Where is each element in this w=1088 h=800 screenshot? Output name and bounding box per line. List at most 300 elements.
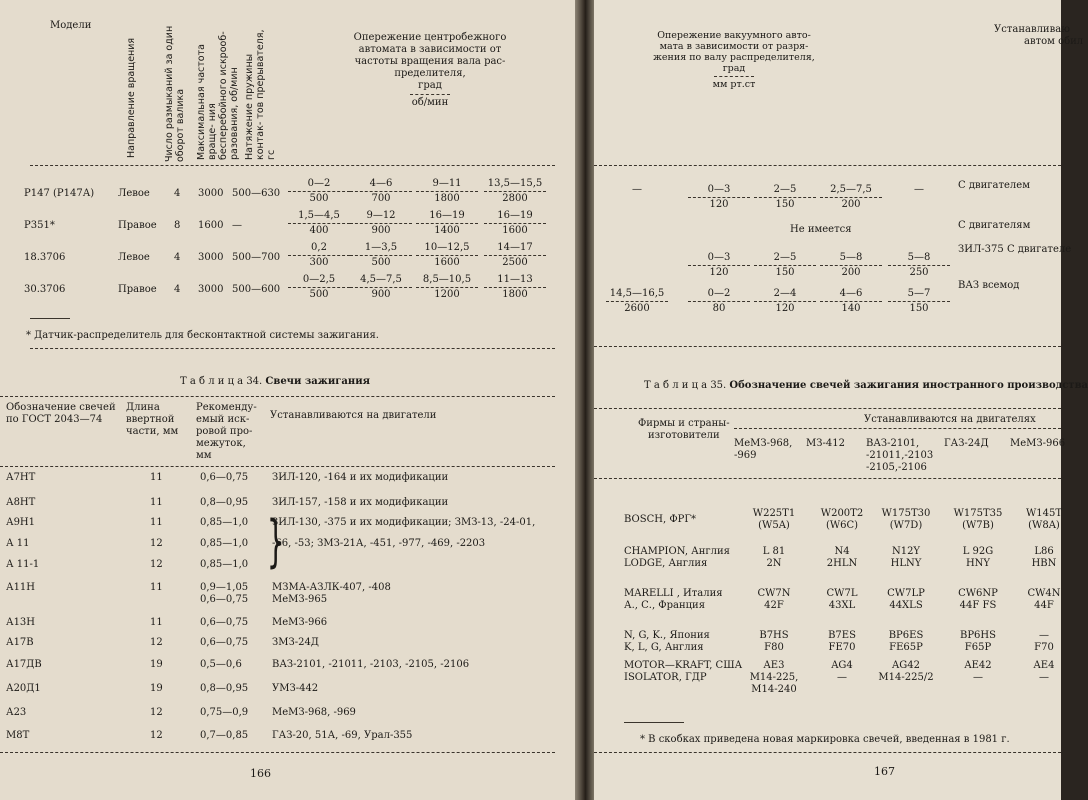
vacuum-value [884,252,954,279]
fraction-bar [350,287,412,288]
fraction-bar [754,301,816,302]
vacuum-value [816,184,886,211]
engine-column-header [866,438,933,474]
vacuum-value [884,288,954,315]
engines-cell: ЗМЗ-24Д [272,637,319,648]
fraction-bottom: 250 [909,267,929,278]
code-line: B7ES [828,630,856,641]
spring-cell: 500—630 [232,188,281,199]
gap-cell: 0,6—0,75 [200,637,249,648]
spark-plug-code [948,630,1008,654]
spark-plug-code [744,508,804,532]
length-cell: 12 [150,730,163,741]
firm-cell [624,588,723,612]
engine-column-line: ВАЗ-2101, [866,438,920,449]
fraction-top: 4—6 [369,178,393,189]
vacuum-value: — [914,184,924,195]
firm-cell [624,630,710,654]
gap-cell: 0,8—0,95 [200,497,249,508]
spark-plug-code [876,660,936,684]
code-line: BP6ES [888,630,924,641]
fraction-bar [688,301,750,302]
code-line: (W5A) [758,520,790,531]
spring-cell: 500—600 [232,284,281,295]
advance-value [284,274,354,301]
code-line: 43XL [828,600,856,611]
gap-cell: 0,6—0,75 [200,617,249,628]
engines-cell: МЗМА-АЗЛК-407, -408 [272,582,391,593]
fraction-bar [416,287,478,288]
code-line: HNY [965,558,991,569]
gap-cell: 0,75—0,9 [200,707,249,718]
model-cell: Р147 (Р147А) [24,188,95,199]
spark-plug-code [948,546,1008,570]
spark-plug-code [812,546,872,570]
direction-cell: Правое [118,220,157,231]
code-line: BP6HS [959,630,996,641]
advance-value [284,242,354,269]
engine-column-header [806,438,845,450]
code-line: F65P [964,642,992,653]
frequency-cell: 3000 [198,188,224,199]
fraction-top: 2,5—7,5 [830,184,872,195]
spark-plug-code [744,588,804,612]
spring-cell: — [232,220,242,231]
book-spine [575,0,594,800]
gap-cell: 0,9—1,05 [200,582,249,593]
spark-plug-code [744,660,804,696]
fraction-top: 0—3 [707,252,731,263]
firm-cell [624,660,742,684]
fraction-top: 10—12,5 [424,242,470,253]
spark-plug-code [812,630,872,654]
model-cell: Р351* [24,220,55,231]
spark-plug-code [948,588,1008,612]
fraction-top: 9—11 [432,178,462,189]
advance-value [480,274,550,301]
code-line: FE70 [828,642,856,653]
fraction-bottom: 2600 [624,303,650,314]
cams-cell: 4 [174,188,181,199]
engine-column-line: МеМЗ-968, [734,438,793,449]
code-line: AE42 [964,660,992,671]
code-line: M14-225, [749,672,799,683]
plug-cell: А20Д1 [6,683,41,694]
code-line: — [1039,672,1049,683]
advance-value [346,274,416,301]
length-cell: 12 [150,637,163,648]
footnote-rule [624,722,684,723]
divider [0,466,555,467]
engines-cell: ЗИЛ-130, -375 и их модификации; ЗМЗ-13, -24-01, [272,517,536,528]
engines-cell: МеМЗ-966 [272,617,328,628]
spark-plug-code [948,508,1008,532]
direction-cell: Левое [118,188,150,199]
fraction-bottom: 150 [909,303,929,314]
code-line: 44F FS [959,600,997,611]
fraction-bottom: 200 [841,199,861,210]
code-line: CW6NP [958,588,998,599]
fraction-bottom: 900 [371,225,391,236]
install-cell: С двигателям [958,220,1031,231]
fraction-top: 1,5—4,5 [298,210,340,221]
code-line: M14-240 [751,684,797,695]
divider [594,408,1061,409]
gap-cell: 0,85—1,0 [200,538,249,549]
advance-value [480,242,550,269]
spark-plug-code [876,630,936,654]
code-line: (W7D) [889,520,923,531]
spark-plug-code [1014,630,1074,654]
fraction-bar [288,223,350,224]
fraction-bar [888,301,950,302]
engine-column-header [734,438,792,462]
fraction-top: 2—5 [773,252,797,263]
advance-value [480,178,550,205]
gap-cell: 0,85—1,0 [200,559,249,570]
code-line: — [973,672,983,683]
divider [734,428,1061,429]
header-gap: Рекоменду- емый иск- ровой про- межуток, мм [196,402,257,461]
fraction-top: 8,5—10,5 [422,274,472,285]
code-line: (W8A) [1028,520,1060,531]
header-direction: Направление вращения [126,37,137,158]
vacuum-value [750,288,820,315]
fraction-top: 16—19 [429,210,465,221]
page-number: 166 [250,767,271,780]
plug-cell: А17В [6,637,34,648]
advance-value [412,274,482,301]
fraction-bar [484,287,546,288]
divider [0,396,555,397]
code-line: 2N [766,558,782,569]
divider [30,348,555,349]
advance-value [412,210,482,237]
header-frequency: Максимальная частота враще- ния бесперебойного искрооб- разования, об/мин [196,31,240,160]
fraction-top: 0,2 [311,242,327,253]
code-line: L 92G [962,546,994,557]
length-cell: 12 [150,707,163,718]
length-cell: 12 [150,538,163,549]
header-install: Устанавливаю автом обил [994,24,1084,47]
fraction-bar [350,255,412,256]
advance-value [480,210,550,237]
fraction-bottom: 1800 [434,193,460,204]
install-cell: ВАЗ всемод [958,280,1020,291]
fraction-bar [288,191,350,192]
header-spring: Натяжение пружины контак- тов прерывателя, гс [244,29,277,160]
spark-plug-code [1014,546,1074,570]
length-cell: 12 [150,559,163,570]
engine-column-line: ГАЗ-24Д [944,438,989,449]
firm-line: MARELLI , Италия [624,588,723,599]
fraction-top: 1—3,5 [364,242,398,253]
model-cell: 18.3706 [24,252,66,263]
fraction-bar [820,301,882,302]
engines-cell: ГАЗ-20, 51А, -69, Урал-355 [272,730,413,741]
fraction-bottom: 120 [709,199,729,210]
engines-cell: ЗИЛ-120, -164 и их модификации [272,472,449,483]
fraction-top: 14,5—16,5 [609,288,665,299]
firm-line: LODGE, Англия [624,558,708,569]
fraction-bottom: 200 [841,267,861,278]
code-line: CW7L [826,588,858,599]
vacuum-value [684,184,754,211]
install-cell: С двигателем [958,180,1030,191]
footnote-35: * В скобках приведена новая маркировка свечей, введенная в 1981 г. [640,734,1010,745]
spark-plug-code [744,630,804,654]
fraction-top: 13,5—15,5 [487,178,543,189]
fraction-bottom: 300 [309,257,329,268]
length-cell: 19 [150,683,163,694]
plug-cell: А 11-1 [6,559,40,570]
fraction-bar [416,223,478,224]
fraction-top: 14—17 [497,242,533,253]
fraction-bottom: 150 [775,199,795,210]
fraction-bottom: 80 [712,303,726,314]
engine-column-line: -2105,-2106 [866,462,927,473]
install-cell: ЗИЛ-375 С двигателе [958,244,1072,255]
vacuum-value [750,252,820,279]
fraction-bar [350,223,412,224]
spark-plug-code [876,508,936,532]
plug-cell: А 11 [6,538,30,549]
gap-cell: 0,85—1,0 [200,517,249,528]
divider [594,478,1061,479]
code-line: 42F [764,600,784,611]
fraction-top: 4—6 [839,288,863,299]
direction-cell: Левое [118,252,150,263]
fraction-bottom: 1200 [434,289,460,300]
firm-line: А., С., Франция [624,600,706,611]
code-line: B7HS [759,630,789,641]
gap-cell: 0,6—0,75 [200,594,249,605]
plug-cell: М8Т [6,730,30,741]
plug-cell: А11Н [6,582,36,593]
plug-cell: А8НТ [6,497,36,508]
advance-value [412,178,482,205]
code-line: AG42 [892,660,920,671]
firm-line: ISOLATOR, ГДР [624,672,707,683]
code-line: (W7B) [962,520,994,531]
code-line: F70 [1034,642,1054,653]
spark-plug-code [948,660,1008,684]
code-line: HLNY [890,558,922,569]
footnote-rule [30,318,70,319]
code-line: W175T30 [881,508,931,519]
vacuum-note: Не имеется [790,224,852,235]
vacuum-value [816,288,886,315]
code-line: W145T [1025,508,1063,519]
fraction-bottom: 900 [371,289,391,300]
engines-cell: УМЗ-442 [272,683,319,694]
advance-value [346,178,416,205]
length-cell: 11 [150,517,163,528]
vacuum-value [684,288,754,315]
fraction-bar [288,255,350,256]
length-cell: 11 [150,472,163,483]
fraction-top: 0—2,5 [302,274,336,285]
cams-cell: 4 [174,284,181,295]
cams-cell: 8 [174,220,181,231]
code-line: (W6C) [825,520,859,531]
fraction-bar [484,255,546,256]
firm-line: BOSCH, ФРГ* [624,514,696,525]
engine-column-header [1010,438,1065,450]
code-line: AE4 [1033,660,1055,671]
code-line: AE3 [763,660,785,671]
brace-mark: } [266,509,285,574]
code-line: W200T2 [820,508,864,519]
fraction-bar [754,197,816,198]
header-model: Модели [50,20,92,31]
plug-cell: А17ДВ [6,659,42,670]
fraction-bottom: 1800 [502,289,528,300]
fraction-top: 0—2 [307,178,331,189]
right-page [594,0,1088,800]
engine-column-header [944,438,989,450]
firm-cell [624,514,696,526]
table34-caption: Т а б л и ц а 34. Свечи зажигания [180,376,371,387]
spark-plug-code [876,588,936,612]
firm-line: K, L, G, Англия [624,642,704,653]
code-line: 44XLS [889,600,923,611]
code-line: AG4 [831,660,853,671]
engine-column-line: МЗ-412 [806,438,845,449]
cams-cell: 4 [174,252,181,263]
vacuum-value: — [632,184,642,195]
fraction-bar [820,197,882,198]
vacuum-value [816,252,886,279]
engine-column-line: МеМЗ-966 [1010,438,1066,449]
firm-line: N, G, K., Япония [624,630,710,641]
fraction-bottom: 2800 [502,193,528,204]
fraction-bottom: 500 [309,193,329,204]
code-line: N4 [834,546,850,557]
code-line: N12Y [891,546,921,557]
fraction-top: 5—8 [839,252,863,263]
fraction-top: 4,5—7,5 [360,274,402,285]
fraction-bottom: 1600 [434,257,460,268]
code-line: HBN [1031,558,1057,569]
fraction-top: 2—4 [773,288,797,299]
fraction-bar [888,265,950,266]
gap-cell: 0,5—0,6 [200,659,242,670]
fraction-top: 0—3 [707,184,731,195]
code-line: CW7LP [887,588,925,599]
fraction-top: 2—5 [773,184,797,195]
plug-cell: А7НТ [6,472,36,483]
divider [594,346,1061,347]
engine-column-line: -969 [734,450,757,461]
engines-cell: -66, -53; ЗМЗ-21А, -451, -977, -469, -2203 [272,538,486,549]
firm-line: MOTOR—KRAFT, США [624,660,743,671]
model-cell: 30.3706 [24,284,66,295]
engines-cell: МеМЗ-968, -969 [272,707,356,718]
page-number: 167 [874,765,895,778]
gap-cell: 0,6—0,75 [200,472,249,483]
code-line: 44F [1034,600,1054,611]
frequency-cell: 1600 [198,220,224,231]
vacuum-value [684,252,754,279]
code-line: L86 [1034,546,1054,557]
header-length: Длина ввертной части, мм [126,402,179,437]
header-engines-35: Устанавливаются на двигателях [864,414,1036,425]
plug-cell: А23 [6,707,27,718]
header-vacuum: Опережение вакуумного авто- мата в зависимости от разря- жения по валу распределителя, град мм рт.ст [653,30,815,90]
spark-plug-code [1014,588,1074,612]
advance-value [284,210,354,237]
spark-plug-code [1014,508,1074,532]
advance-value [346,210,416,237]
engines-cell: ЗИЛ-157, -158 и их модификации [272,497,449,508]
advance-value [284,178,354,205]
divider [0,752,555,753]
fraction-bar [688,265,750,266]
plug-cell: А9Н1 [6,517,36,528]
fraction-bottom: 500 [371,257,391,268]
spark-plug-code [812,588,872,612]
code-line: W175T35 [953,508,1003,519]
fraction-bottom: 120 [709,267,729,278]
fraction-top: 16—19 [497,210,533,221]
gap-cell: 0,8—0,95 [200,683,249,694]
gap-cell: 0,7—0,85 [200,730,249,741]
fraction-bar [416,255,478,256]
fraction-bar [484,191,546,192]
fraction-bar [688,197,750,198]
fraction-bar [820,265,882,266]
fraction-bottom: 2500 [502,257,528,268]
firm-line: CHAMPION, Англия [624,546,730,557]
header-engines: Устанавливаются на двигатели [270,410,437,421]
firm-cell [624,546,730,570]
fraction-bar [754,265,816,266]
length-cell: 19 [150,659,163,670]
code-line: — [1039,630,1049,641]
header-cams: Число размыканий за один оборот валика [164,25,186,162]
code-line: — [837,672,847,683]
header-firms: Фирмы и страны- изготовители [638,418,730,441]
fraction-bar [288,287,350,288]
fraction-top: 5—7 [907,288,931,299]
length-cell: 11 [150,582,163,593]
direction-cell: Правое [118,284,157,295]
divider [594,752,1061,753]
spark-plug-code [744,546,804,570]
fraction-top: 11—13 [497,274,533,285]
code-line: CW7N [757,588,791,599]
header-advance: Опережение центробежного автомата в зависимости от частоты вращения вала рас- пределителя, град об/мин [353,32,507,108]
code-line: W225T1 [752,508,796,519]
plug-cell: А13Н [6,617,36,628]
length-cell: 11 [150,617,163,628]
engines-cell: МеМЗ-965 [272,594,328,605]
fraction-bottom: 1600 [502,225,528,236]
header-designation: Обозначение свечей по ГОСТ 2043—74 [6,402,116,425]
code-line: L 81 [762,546,786,557]
fraction-bar [484,223,546,224]
table35-caption: Т а б л и ц а 35. Обозначение свечей зажигания иностранного производства [644,380,1088,391]
fraction-top: 9—12 [366,210,396,221]
spark-plug-code [1014,660,1074,684]
fraction-bar [606,301,668,302]
advance-value [412,242,482,269]
frequency-cell: 3000 [198,284,224,295]
length-cell: 11 [150,497,163,508]
fraction-bottom: 1400 [434,225,460,236]
vacuum-value [602,288,672,315]
